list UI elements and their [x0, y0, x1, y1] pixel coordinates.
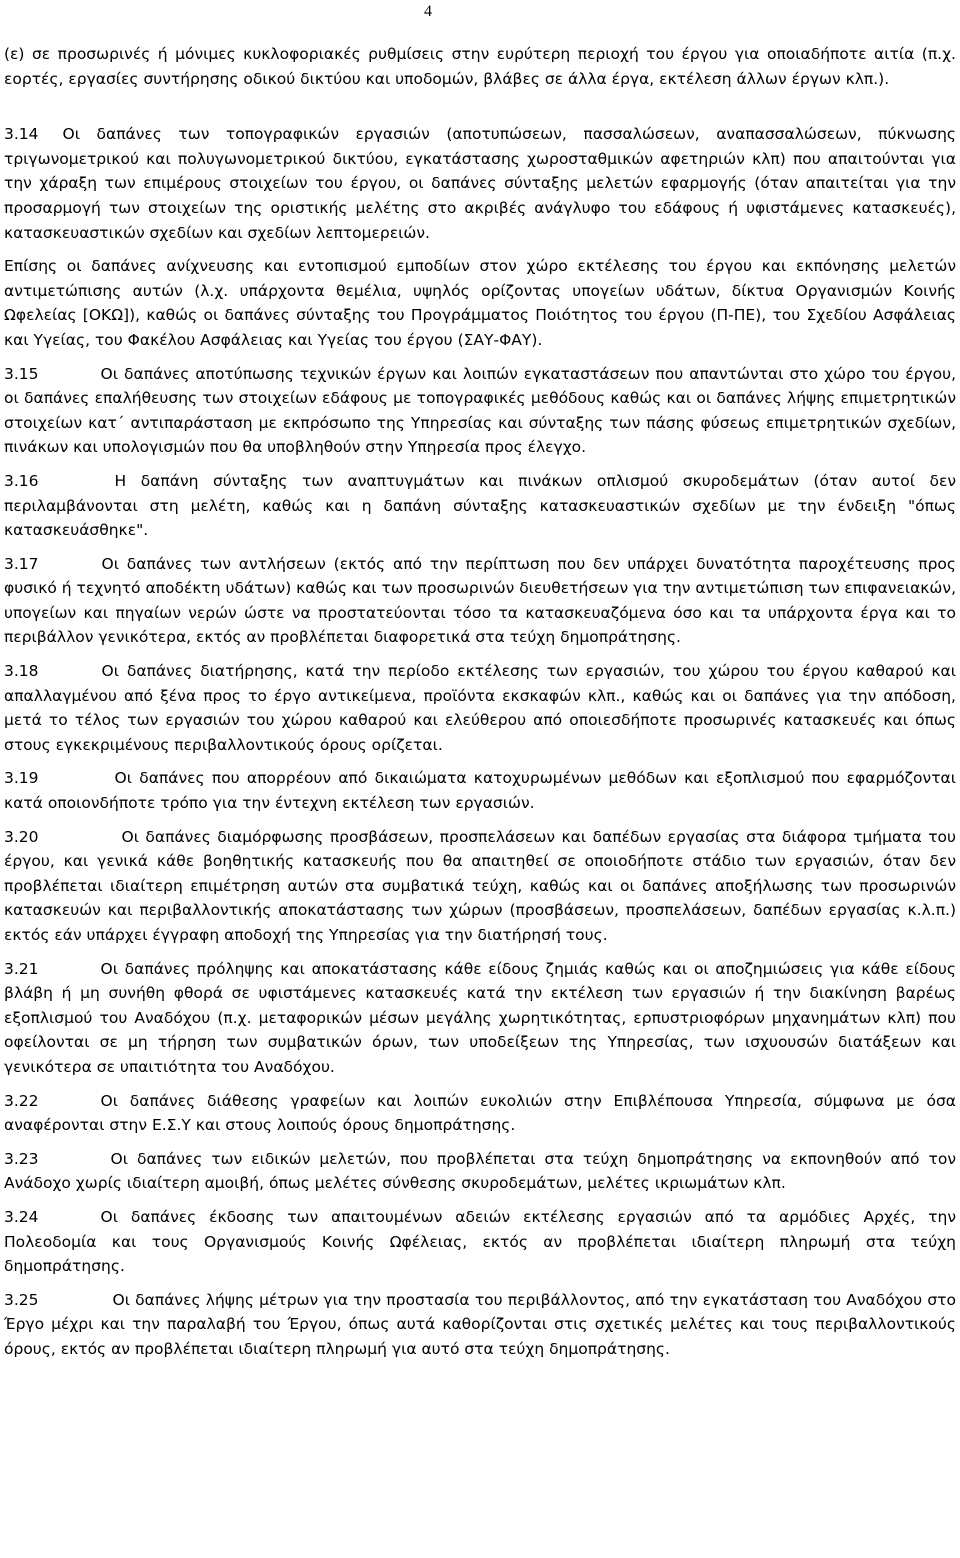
section-number: 3.14 — [4, 125, 39, 144]
section-text: Οι δαπάνες διατήρησης, κατά την περίοδο εκτέλεσης των εργασιών, του χώρου του έργου καθαρού και απαλλαγμένου από ξένα προς το έργο αντικείμενα, προϊόντα εκσκαφών κλπ., καθώς και οι δαπάνες για την απόδοση, μετά το τέλος των εργασιών του χώρου καθαρού και ελεύθερου από οποιεσδήποτε προσωρινές κατασκευές και όπως στους εγκεκριμένους περιβαλλοντικούς όρους ορίζεται. — [4, 662, 956, 754]
section-3-23 — [4, 1147, 956, 1196]
section-3-19 — [4, 766, 956, 815]
section-text: Επίσης οι δαπάνες ανίχνευσης και εντοπισμού εμποδίων στον χώρο εκτέλεσης του έργου και εκπόνησης μελετών αντιμετώπισης αυτών (λ.χ. υπάρχοντα θεμέλια, υψηλός ορίζοντας υπογείων υδάτων, δίκτυα Οργανισμών Κοινής Ωφελείας [ΟΚΩ]), καθώς οι δαπάνες σύνταξης του Προγράμματος Ποιότητος του έργου (Π-ΠΕ), του Σχεδίου Ασφάλειας και Υγείας, του Φακέλου Ασφάλειας και Υγείας του έργου (ΣΑΥ-ΦΑΥ). — [4, 257, 956, 349]
section-text: Οι δαπάνες αποτύπωσης τεχνικών έργων και λοιπών εγκαταστάσεων που απαντώνται στο χώρο του έργου, οι δαπάνες επαλήθευσης των στοιχείων εδάφους με τοπογραφικές μεθόδους καθώς και οι δαπάνες λήψης επιμετρητικών στοιχείων κατ΄ αντιπαράσταση με εκπρόσωπο της Υπηρεσίας και σύνταξης των πάσης φύσεως επιμετρητικών σχεδίων, πινάκων και υπολογισμών που θα υποβληθούν στην Υπηρεσία προς έλεγχο. — [4, 364, 956, 457]
section-number: 3.25 — [4, 1290, 39, 1309]
section-3-22 — [4, 1089, 956, 1138]
section-text: Η δαπάνη σύνταξης των αναπτυγμάτων και πινάκων οπλισμού σκυροδεμάτων (όταν αυτοί δεν περιλαμβάνονται στη μελέτη, καθώς και η δαπάνη σύνταξης κατασκευαστικών σχεδίων με την ένδειξη "όπως κατασκευάσθηκε". — [4, 471, 956, 540]
section-text: Οι δαπάνες λήψης μέτρων για την προστασία του περιβάλλοντος, από την εγκατάσταση του Αναδόχου στο Έργο μέχρι και την παραλαβή του Έργου, όπως αυτά καθορίζονται στις σχετικές μελέτες και τους περιβαλλοντικούς όρους, εκτός αν προβλέπεται ιδιαίτερη πληρωμή για αυτό στα τεύχη δημοπράτησης. — [4, 1290, 956, 1358]
section-text: Οι δαπάνες πρόληψης και αποκατάστασης κάθε είδους ζημιάς καθώς και οι αποζημιώσεις για κάθε είδους βλάβη ή μη συνήθη φθορά σε υφιστάμενες κατασκευές κατά την εκτέλεση των εργασιών ή την διακίνηση βαρέως εξοπλισμού του Αναδόχου (π.χ. μεταφορικών μέσων μεγάλης χωρητικότητας, ερπυστριοφόρων μηχανημάτων κλπ) που οφείλονται σε μη τήρηση των συμβατικών όρων, των υποδείξεων της Υπηρεσίας, των ισχυουσών διατάξεων και γενικότερα σε υπαιτιότητα του Αναδόχου. — [4, 959, 956, 1076]
section-number: 3.20 — [4, 827, 39, 846]
section-3-25 — [4, 1288, 956, 1362]
section-number: 3.23 — [4, 1149, 39, 1168]
section-number: 3.17 — [4, 554, 39, 573]
section-3-24 — [4, 1205, 956, 1279]
section-text: Οι δαπάνες που απορρέουν από δικαιώματα κατοχυρωμένων μεθόδων και εξοπλισμού που εφαρμόζονται κατά οποιονδήποτε τρόπο για την έντεχνη εκτέλεση των εργασιών. — [4, 769, 956, 813]
section-3-14-continued — [4, 254, 956, 352]
page-number: 4 — [424, 3, 432, 20]
section-3-15 — [4, 362, 956, 460]
section-3-16 — [4, 469, 956, 543]
section-text: Οι δαπάνες των αντλήσεων (εκτός από την περίπτωση που δεν υπάρχει δυνατότητα παροχέτευσης προς φυσικό ή τεχνητό αποδέκτη υδάτων) καθώς και των προσωρινών διευθετήσεων για την αντιμετώπιση των επιφανειακών, υπογείων και πηγαίων νερών ώστε να προστατεύονται τόσο τα κατασκευαζόμενα όσο και τα υπάρχοντα έργα και το περιβάλλον γενικότερα, εκτός αν προβλέπεται διαφορετικά στα τεύχη δημοπράτησης. — [4, 554, 957, 647]
document-body — [4, 42, 956, 1362]
section-text: Οι δαπάνες διάθεσης γραφείων και λοιπών ευκολιών στην Επιβλέπουσα Υπηρεσία, σύμφωνα με όσα αναφέρονται στην Ε.Σ.Υ και στους λοιπούς όρους δημοπράτησης. — [4, 1091, 956, 1135]
section-text: Οι δαπάνες έκδοσης των απαιτουμένων αδειών εκτέλεσης εργασιών από τα αρμόδιες Αρχές, την Πολεοδομία και τους Οργανισμούς Κοινής Ωφέλειας, εκτός αν προβλέπεται ιδιαίτερη πληρωμή στα τεύχη δημοπράτησης. — [4, 1207, 956, 1276]
section-3-14 — [4, 122, 956, 245]
section-number: 3.22 — [4, 1091, 39, 1110]
section-number: 3.16 — [4, 471, 39, 490]
section-number: 3.19 — [4, 769, 39, 788]
section-text: Οι δαπάνες διαμόρφωσης προσβάσεων, προσπελάσεων και δαπέδων εργασίας στα διάφορα τμήματα του έργου, και γενικά κάθε βοηθητικής κατασκευής που θα απαιτηθεί σε οποιοδήποτε στάδιο των εργασιών, όταν δεν προβλέπεται ιδιαίτερη επιμέτρηση αυτών στα συμβατικά τεύχη, καθώς και οι δαπάνες αποξήλωσης των προσωρινών κατασκευών και περιβαλλοντικής αποκατάστασης των χώρων (προσβάσεων, προσπελάσεων, δαπέδων εργασίας κ.λ.π.) εκτός εάν υπάρχει έγγραφη αποδοχή της Υπηρεσίας για την διατήρησή τους. — [4, 827, 956, 944]
section-3-21 — [4, 957, 956, 1080]
section-text: Οι δαπάνες των τοπογραφικών εργασιών (αποτυπώσεων, πασσαλώσεων, αναπασσαλώσεων, πύκνωσης τριγωνομετρικού και πολυγωνομετρικού δικτύου, εγκατάστασης χωροσταθμικών αφετηριών κλπ) που απαιτούνται για την χάραξη των επιμέρους στοιχείων του έργου, οι δαπάνες σύνταξης μελετών εφαρμογής (όταν απαιτείται για την προσαρμογή των στοιχείων της οριστικής μελέτης στο ακριβές ανάγλυφο του εδάφους ή υφιστάμενες κατασκευές), κατασκευαστικών σχεδίων και σχεδίων λεπτομερειών. — [4, 125, 956, 242]
section-3-18 — [4, 659, 956, 757]
intro-paragraph: (ε) σε προσωρινές ή μόνιμες κυκλοφοριακές ρυθμίσεις στην ευρύτερη περιοχή του έργου για οποιαδήποτε αιτία (π.χ. εορτές, εργασίες συντήρησης οδικού δικτύου και υποδομών, βλάβες σε άλλα έργα, εκτέλεση άλλων έργων κλπ.). — [4, 45, 956, 88]
section-number: 3.24 — [4, 1207, 39, 1226]
section-number: 3.15 — [4, 364, 39, 383]
section-3-20 — [4, 825, 956, 948]
section-3-17 — [4, 552, 956, 650]
section-text: Οι δαπάνες των ειδικών μελετών, που προβλέπεται στα τεύχη δημοπράτησης να εκπονηθούν από τον Ανάδοχο χωρίς ιδιαίτερη αμοιβή, όπως μελέτες σύνθεσης σκυροδεμάτων, μελέτες ικριωμάτων κλπ. — [4, 1149, 956, 1193]
section-number: 3.18 — [4, 662, 39, 681]
section-number: 3.21 — [4, 959, 39, 978]
